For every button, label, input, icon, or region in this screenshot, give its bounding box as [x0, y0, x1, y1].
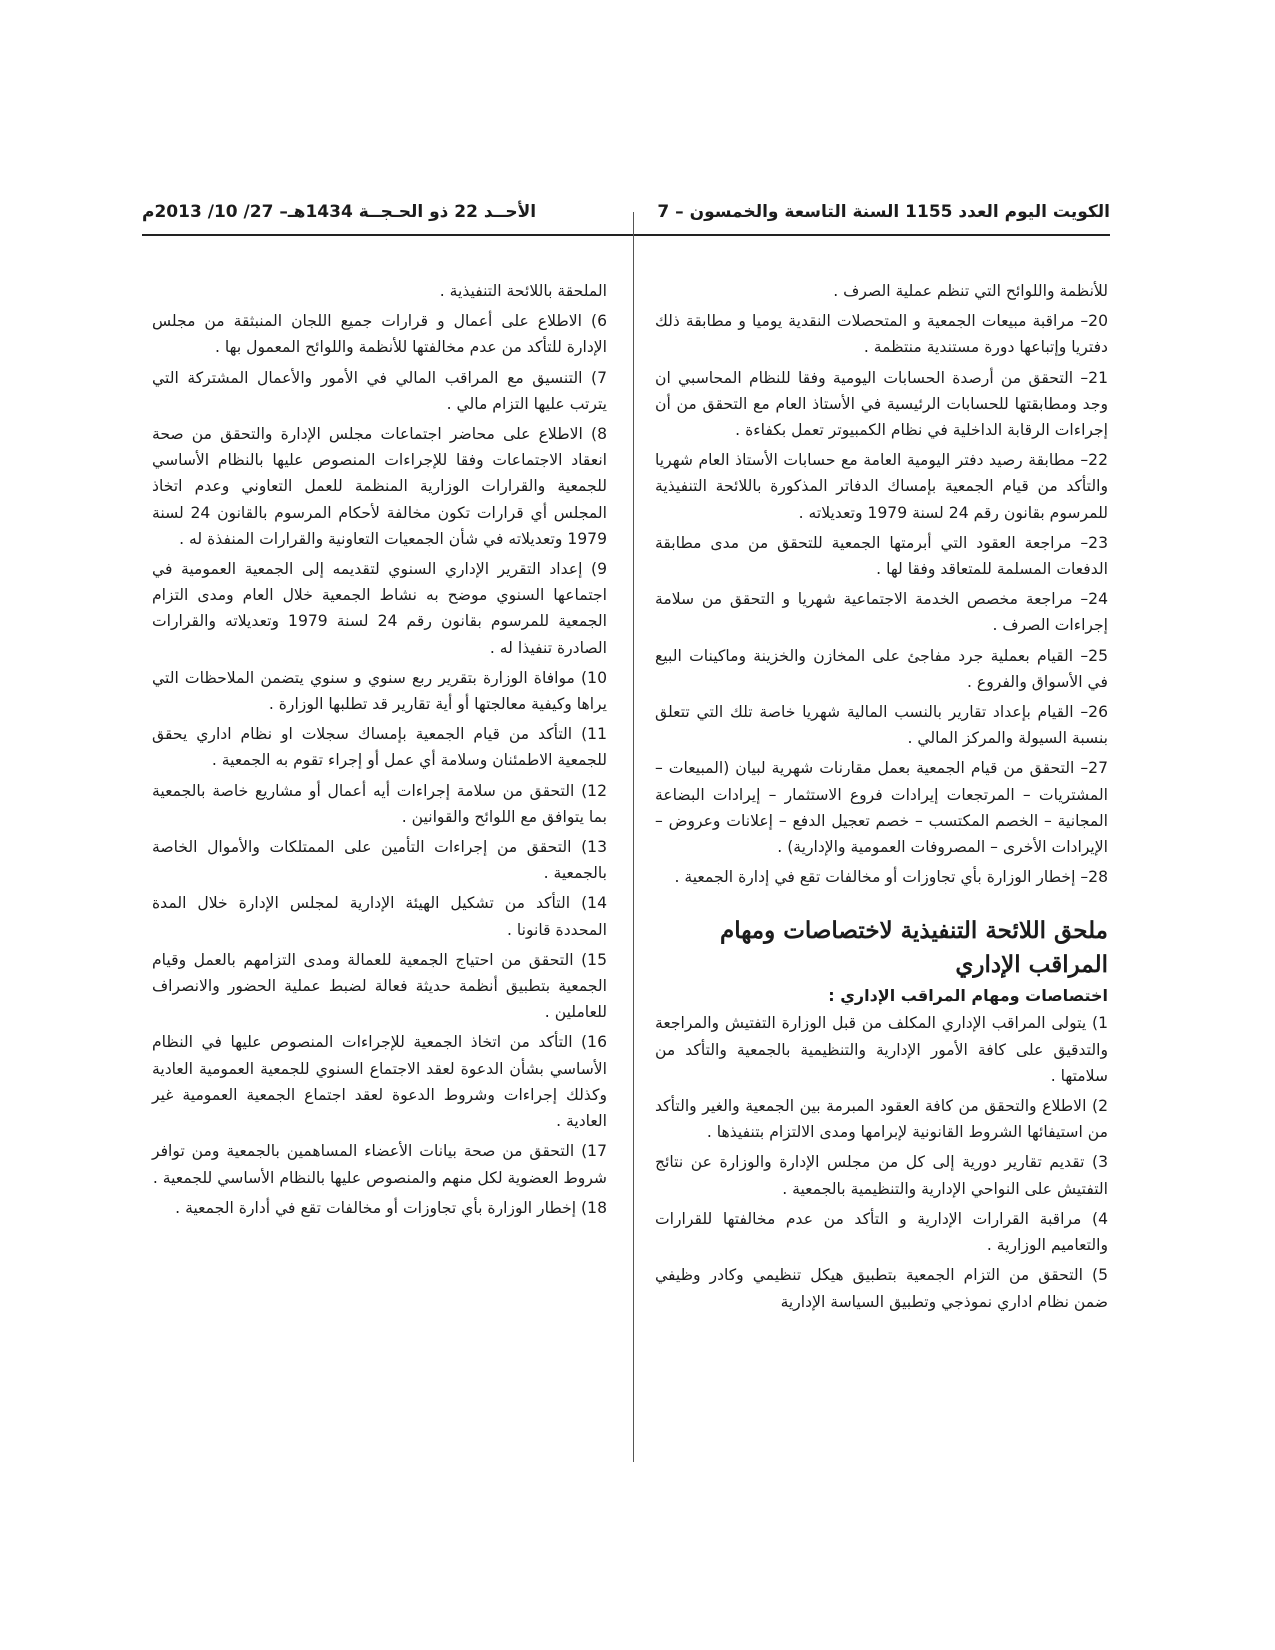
paragraph: 18) إخطار الوزارة بأي تجاوزات أو مخالفات تقع في أدارة الجمعية .	[175, 1198, 607, 1217]
paragraph: 9) إعداد التقرير الإداري السنوي لتقديمه إلى الجمعية العمومية في اجتماعها السنوي موضح به نشاط الجمعية خلال العام ومدى التزام الجمعية للمرسوم بقانون رقم 24 لسنة 1979 وتعديلاته والقرارات الصادرة تنفيذا له .	[152, 560, 607, 657]
column-divider	[633, 212, 634, 1462]
paragraph: 26– القيام بإعداد تقارير بالنسب المالية شهريا خاصة تلك التي تتعلق بنسبة السيولة والمركز المالي .	[655, 703, 1108, 748]
page-header	[142, 196, 1110, 236]
paragraph: 10) موافاة الوزارة بتقرير ربع سنوي و سنوي يتضمن الملاحظات التي يراها وكيفية معالجتها أو أية تقارير قد تطلبها الوزارة .	[152, 668, 607, 714]
paragraph: للأنظمة واللوائح التي تنظم عملية الصرف .	[833, 282, 1108, 300]
paragraph: الملحقة باللائحة التنفيذية .	[439, 282, 607, 300]
paragraph: 8) الاطلاع على محاضر اجتماعات مجلس الإدارة والتحقق من صحة انعقاد الاجتماعات وفقا للإجراءات المنصوص عليها بالنظام الأساسي للجمعية والقرارات الوزارية المنظمة للعمل التعاوني وعدم اتخاذ المجلس أي قرارات تكون مخالفة لأحكام المرسوم بالقانون 24 لسنة 1979 وتعديلاته في شأن الجمعيات التعاونية والقرارات المنفذة له .	[152, 425, 607, 548]
annex-paragraph: 4) مراقبة القرارات الإدارية و التأكد من عدم مخالفتها للقرارات والتعاميم الوزارية .	[655, 1209, 1108, 1255]
right-column	[655, 278, 1108, 1319]
paragraph: 16) التأكد من اتخاذ الجمعية للإجراءات المنصوص عليها في النظام الأساسي بشأن الدعوة لعقد الاجتماع السنوي للجمعية العمومية العادية وكذلك إجراءات وشروط الدعوة لعقد اجتماع الجمعية العمومية غير العادية .	[152, 1033, 607, 1131]
paragraph: 25– القيام بعملية جرد مفاجئ على المخازن والخزينة وماكينات البيع في الأسواق والفروع .	[655, 646, 1108, 691]
paragraph: 6) الاطلاع على أعمال و قرارات جميع اللجان المنبثقة من مجلس الإدارة للتأكد من عدم مخالفتها للأنظمة واللوائح المعمول بها .	[152, 312, 607, 357]
paragraph: 17) التحقق من صحة بيانات الأعضاء المساهمين بالجمعية ومن توافر شروط العضوية لكل منهم والمنصوص عليها بالنظام الأساسي للجمعية .	[152, 1142, 607, 1187]
issue-date: الأحــد 22 ذو الحـجــة 1434هـ– 27/ 10/ 2013م	[142, 202, 537, 222]
paragraph: 7) التنسيق مع المراقب المالي في الأمور والأعمال المشتركة التي يترتب عليها التزام مالي .	[152, 368, 607, 413]
left-column	[152, 278, 607, 1225]
annex-paragraph: 1) يتولى المراقب الإداري المكلف من قبل الوزارة التفتيش والمراجعة والتدقيق على كافة الأمور الإدارية والتنظيمية بالجمعية والتأكد من سلامتها .	[655, 1014, 1108, 1085]
annex-title: ملحق اللائحة التنفيذية لاختصاصات ومهام المراقب الإداري	[719, 917, 1108, 979]
paragraph: 12) التحقق من سلامة إجراءات أيه أعمال أو مشاريع خاصة بالجمعية بما يتوافق مع اللوائح والقوانين .	[152, 781, 607, 826]
paragraph: 27– التحقق من قيام الجمعية بعمل مقارنات شهرية لبيان (المبيعات – المشتريات – المرتجعات إيرادات فروع الاستثمار – إيرادات البضاعة المجانية – الخصم المكتسب – خصم تعجيل الدفع – إعلانات وعروض – الإيرادات الأخرى – المصروفات العمومية والإدارية) .	[655, 759, 1108, 857]
annex-paragraph: 5) التحقق من التزام الجمعية بتطبيق هيكل تنظيمي وكادر وظيفي ضمن نظام اداري نموذجي وتطبيق السياسة الإدارية	[655, 1266, 1108, 1311]
paragraph: 22– مطابقة رصيد دفتر اليومية العامة مع حسابات الأستاذ العام شهريا والتأكد من قيام الجمعية بإمساك الدفاتر المذكورة باللائحة التنفيذية للمرسوم بقانون رقم 24 لسنة 1979 وتعديلاته .	[655, 451, 1108, 522]
annex-paragraph: 2) الاطلاع والتحقق من كافة العقود المبرمة بين الجمعية والغير والتأكد من استيفائها الشروط القانونية لإبرامها ومدى الالتزام بتنفيذها .	[655, 1097, 1108, 1142]
paragraph: 24– مراجعة مخصص الخدمة الاجتماعية شهريا و التحقق من سلامة إجراءات الصرف .	[655, 590, 1108, 635]
paragraph: 14) التأكد من تشكيل الهيئة الإدارية لمجلس الإدارة خلال المدة المحددة قانونا .	[152, 894, 607, 939]
paragraph: 11) التأكد من قيام الجمعية بإمساك سجلات او نظام اداري يحقق للجمعية الاطمئنان وسلامة أي عمل أو إجراء تقوم به الجمعية .	[152, 725, 607, 770]
paragraph: 13) التحقق من إجراءات التأمين على الممتلكات والأموال الخاصة بالجمعية .	[152, 838, 607, 883]
paragraph: 23– مراجعة العقود التي أبرمتها الجمعية للتحقق من مدى مطابقة الدفعات المسلمة للمتعاقد وفقا لها .	[655, 533, 1108, 579]
annex-subtitle: اختصاصات ومهام المراقب الإداري :	[828, 986, 1108, 1006]
paragraph: 20– مراقبة مبيعات الجمعية و المتحصلات النقدية يوميا و مطابقة ذلك دفتريا وإتباعها دورة مستندية منتظمة .	[655, 312, 1108, 357]
issue-info: الكويت اليوم العدد 1155 السنة التاسعة والخمسون – 7	[657, 202, 1110, 222]
paragraph: 21– التحقق من أرصدة الحسابات اليومية وفقا للنظام المحاسبي ان وجد ومطابقتها للحسابات الرئيسية في الأستاذ العام مع التحقق من أن إجراءات الرقابة الداخلية في نظام الكمبيوتر تعمل بكفاءة .	[655, 368, 1108, 440]
annex-paragraph: 3) تقديم تقارير دورية إلى كل من مجلس الإدارة والوزارة عن نتائج التفتيش على النواحي الإدارية والتنظيمية بالجمعية .	[655, 1153, 1108, 1198]
paragraph: 15) التحقق من احتياج الجمعية للعمالة ومدى التزامهم بالعمل وقيام الجمعية بتطبيق أنظمة حديثة فعالة لضبط عملية الحضور والانصراف للعاملين .	[152, 950, 607, 1022]
paragraph: 28– إخطار الوزارة بأي تجاوزات أو مخالفات تقع في إدارة الجمعية .	[674, 868, 1108, 887]
